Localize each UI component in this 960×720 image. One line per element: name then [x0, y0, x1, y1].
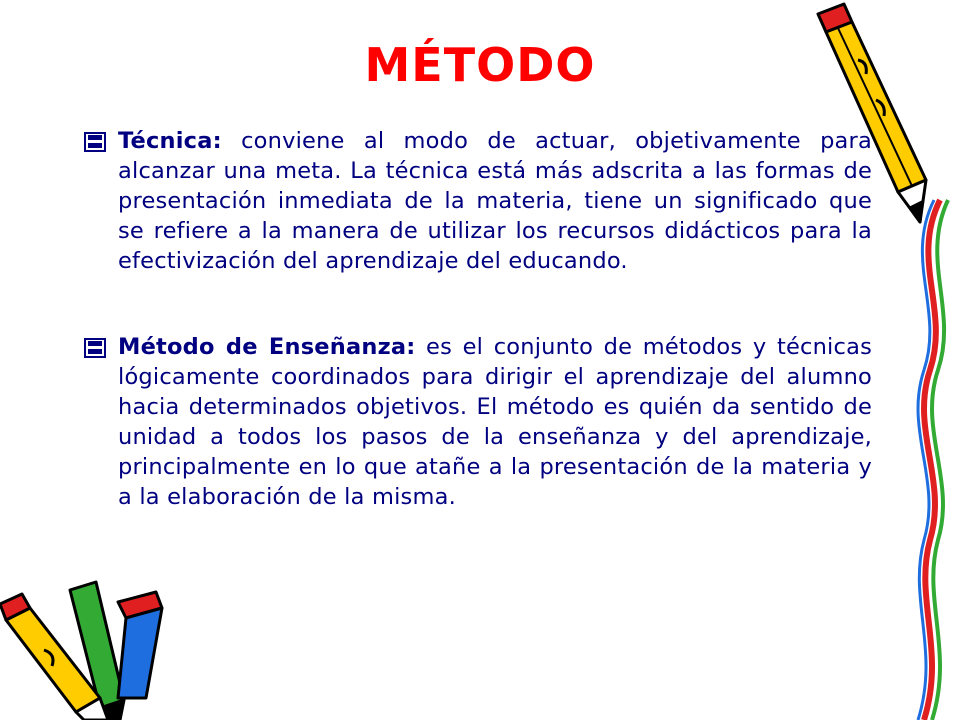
floppy-disk-icon [84, 132, 106, 152]
slide-title: MÉTODO [364, 38, 596, 92]
term-label: Técnica: [118, 128, 222, 154]
term-description: es el conjunto de métodos y técnicas lógicamente coordinados para dirigir el aprendizaje del alumno hacia determinados objetivos. El método es quién da sentido de unidad a todos los pasos de la enseñanza y del aprendizaje, principalmente en lo que atañe a la presentación de la materia y a la elaboración de la misma. [118, 334, 872, 510]
paragraph-tecnica [118, 126, 872, 276]
list-item-tecnica [84, 126, 872, 276]
term-label: Método de Enseñanza: [118, 334, 416, 360]
list-item-metodo-ensenanza [84, 332, 872, 512]
floppy-disk-icon [84, 338, 106, 358]
ribbon-icon [900, 200, 960, 720]
crayons-icon [0, 580, 200, 720]
term-description: conviene al modo de actuar, objetivamente para alcanzar una meta. La técnica está más adscrita a las formas de presentación inmediata de la materia, tiene un significado que se refiere a la manera de utilizar los recursos didácticos para la efectivización del aprendizaje del educando. [118, 128, 872, 274]
paragraph-metodo-ensenanza [118, 332, 872, 512]
content-list [84, 126, 872, 512]
